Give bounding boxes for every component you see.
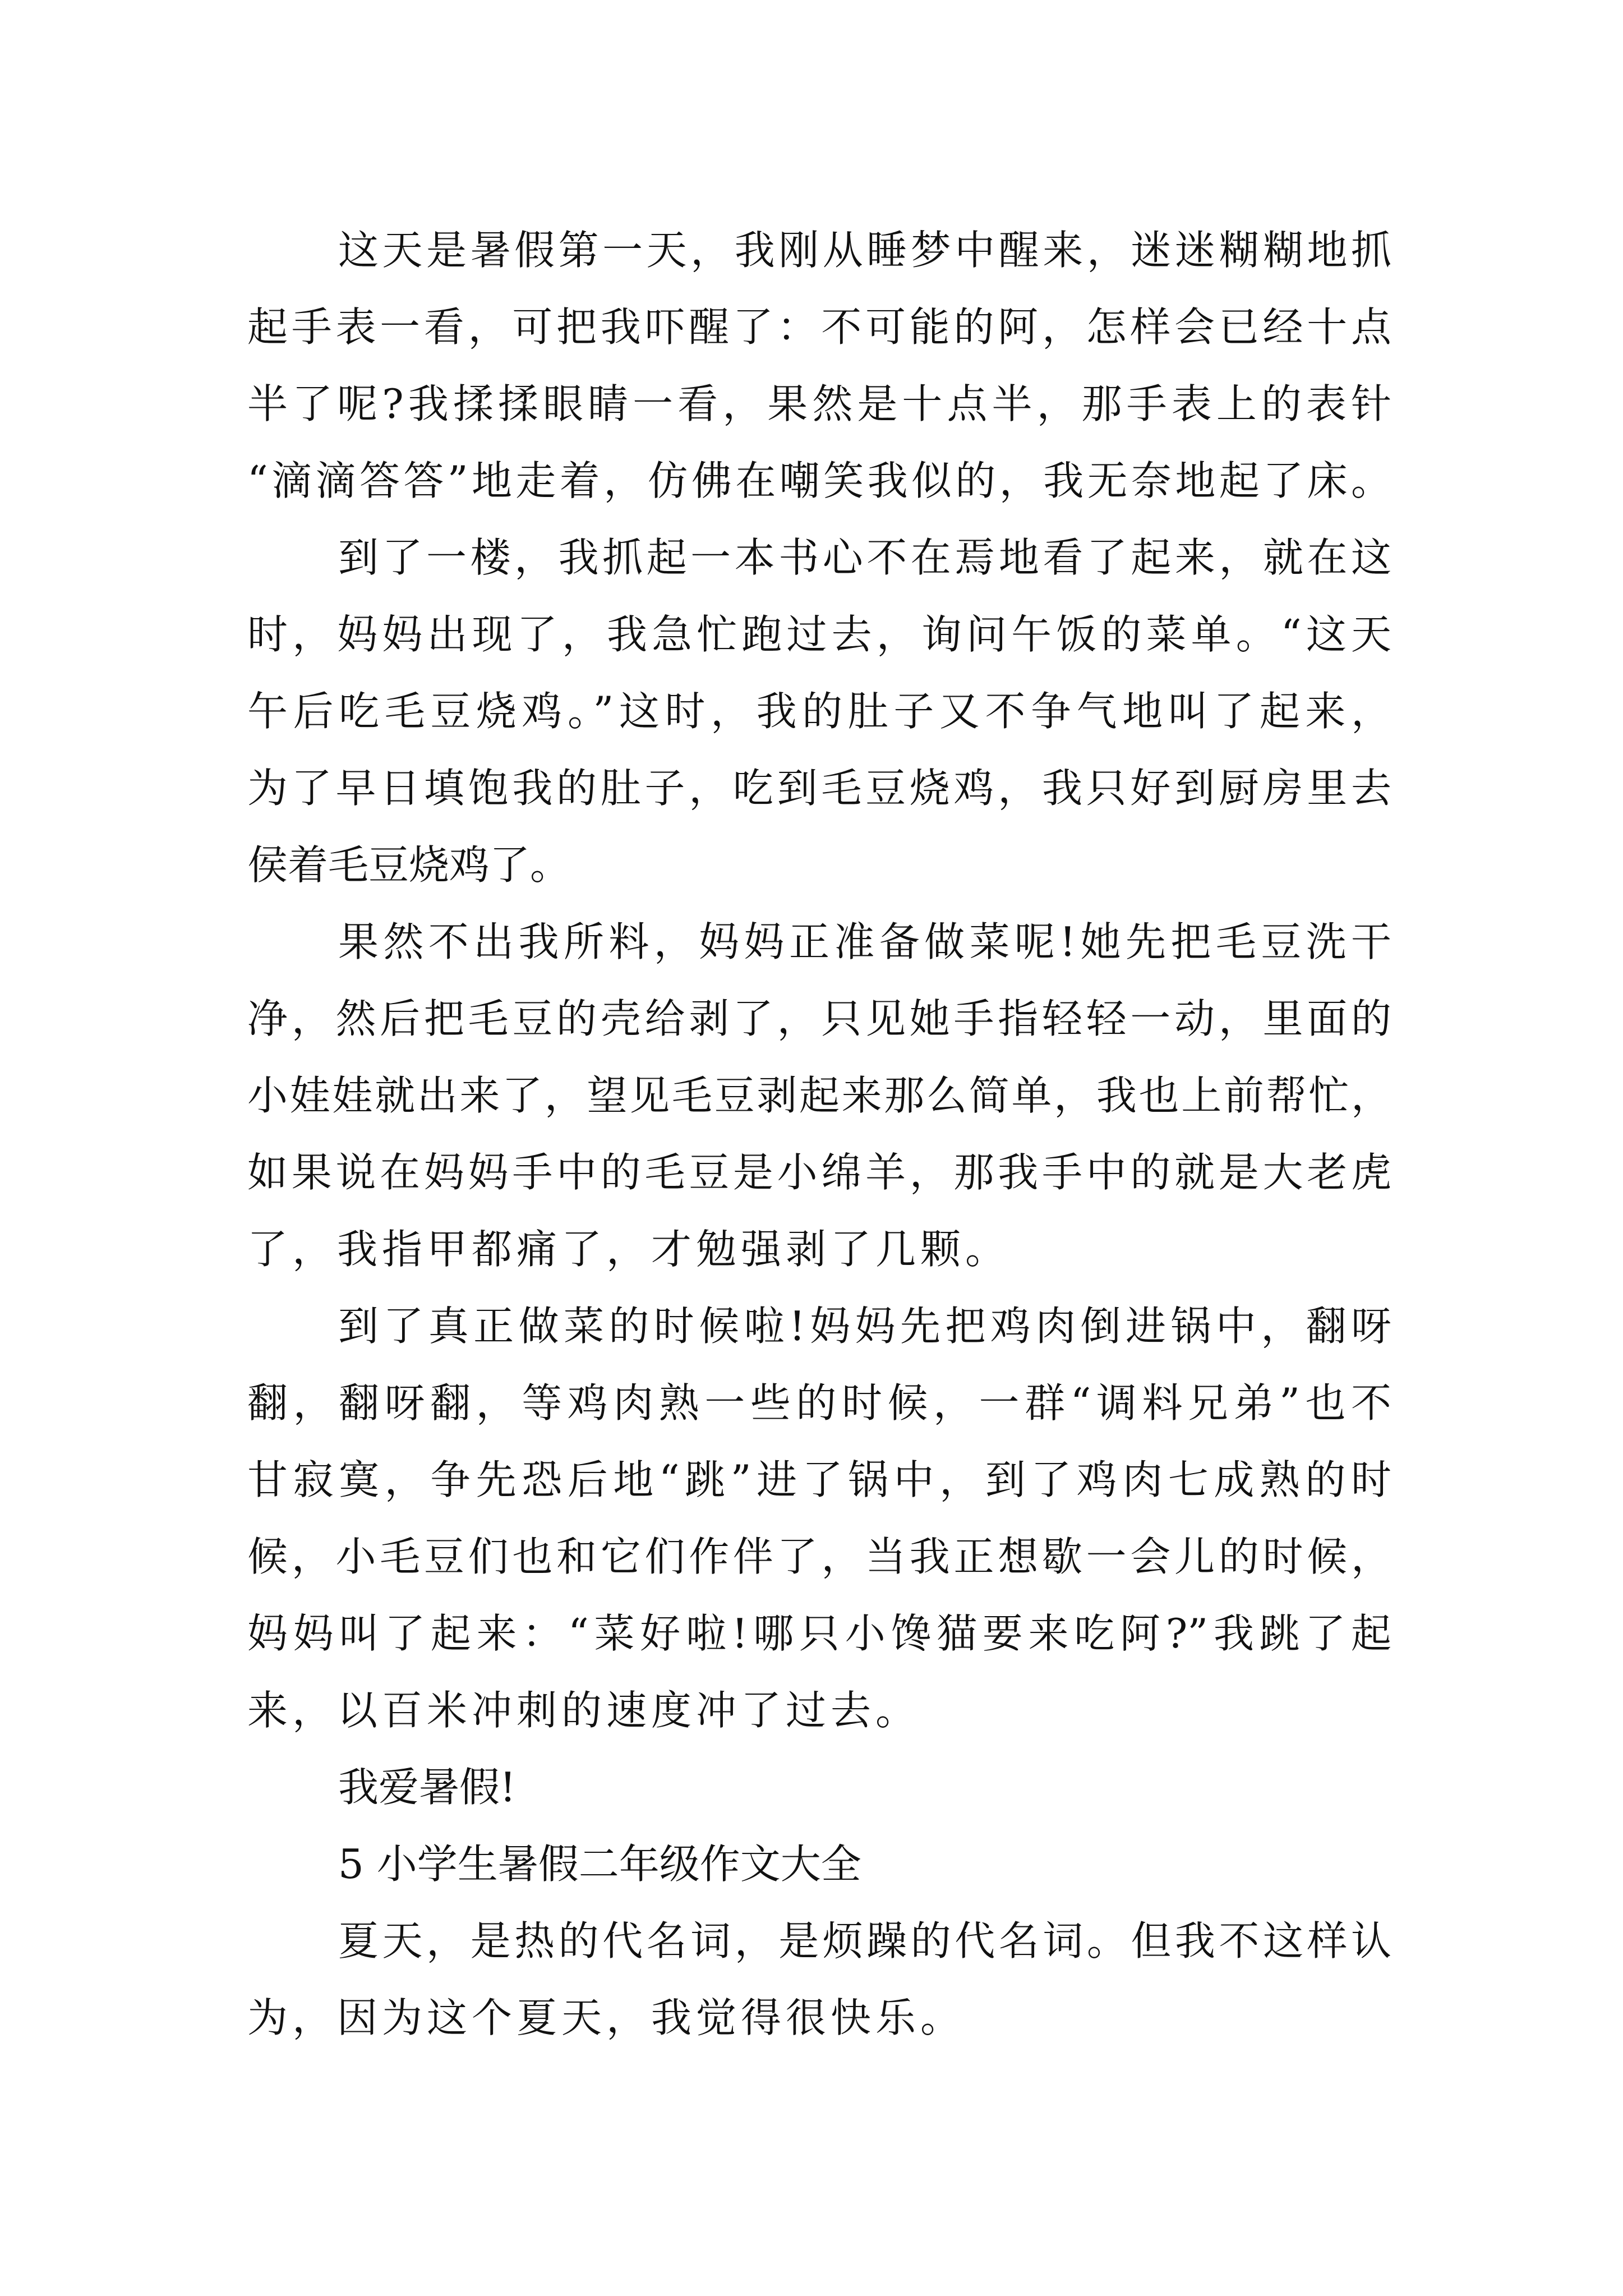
text-line: 时，妈妈出现了，我急忙跑过去，询问午饭的菜单。“这天	[247, 611, 1391, 658]
text-line: 为了早日填饱我的肚子，吃到毛豆烧鸡，我只好到厨房里去	[247, 765, 1391, 812]
text-line: 到了一楼，我抓起一本书心不在焉地看了起来，就在这	[338, 534, 1391, 581]
text-line: 了，我指甲都痛了，才勉强剥了几颗。	[247, 1226, 1011, 1273]
text-line: 净，然后把毛豆的壳给剥了，只见她手指轻轻一动，里面的	[247, 995, 1391, 1042]
text-line: 妈妈叫了起来：“菜好啦!哪只小馋猫要来吃阿?”我跳了起	[247, 1610, 1391, 1657]
text-line: 候，小毛豆们也和它们作伴了，当我正想歇一会儿的时候，	[247, 1533, 1391, 1580]
text-line: 起手表一看，可把我吓醒了：不可能的阿，怎样会已经十点	[247, 303, 1391, 351]
text-line: 这天是暑假第一天，我刚从睡梦中醒来，迷迷糊糊地抓	[338, 227, 1391, 274]
text-line: 到了真正做菜的时候啦!妈妈先把鸡肉倒进锅中，翻呀	[338, 1303, 1391, 1350]
text-line: 午后吃毛豆烧鸡。”这时，我的肚子又不争气地叫了起来，	[247, 688, 1391, 735]
section-heading: 5 小学生暑假二年级作文大全	[338, 1841, 861, 1888]
text-line: 小娃娃就出来了，望见毛豆剥起来那么简单，我也上前帮忙，	[247, 1072, 1391, 1119]
essay-text	[247, 212, 1391, 2056]
text-line: 来，以百米冲刺的速度冲了过去。	[247, 1687, 921, 1734]
text-line: 半了呢?我揉揉眼睛一看，果然是十点半，那手表上的表针	[247, 380, 1391, 427]
text-line: 为，因为这个夏天，我觉得很快乐。	[247, 1994, 966, 2041]
text-line: 甘寂寞，争先恐后地“跳”进了锅中，到了鸡肉七成熟的时	[247, 1456, 1391, 1503]
text-line: 我爱暑假!	[338, 1764, 516, 1811]
text-line: “滴滴答答”地走着，仿佛在嘲笑我似的，我无奈地起了床。	[247, 457, 1391, 504]
text-line: 夏天，是热的代名词，是烦躁的代名词。但我不这样认	[338, 1917, 1391, 1964]
text-line: 翻，翻呀翻，等鸡肉熟一些的时候，一群“调料兄弟”也不	[247, 1379, 1391, 1427]
text-line: 侯着毛豆烧鸡了。	[247, 841, 571, 889]
text-line: 果然不出我所料，妈妈正准备做菜呢!她先把毛豆洗干	[338, 918, 1391, 965]
text-line: 如果说在妈妈手中的毛豆是小绵羊，那我手中的就是大老虎	[247, 1149, 1391, 1196]
